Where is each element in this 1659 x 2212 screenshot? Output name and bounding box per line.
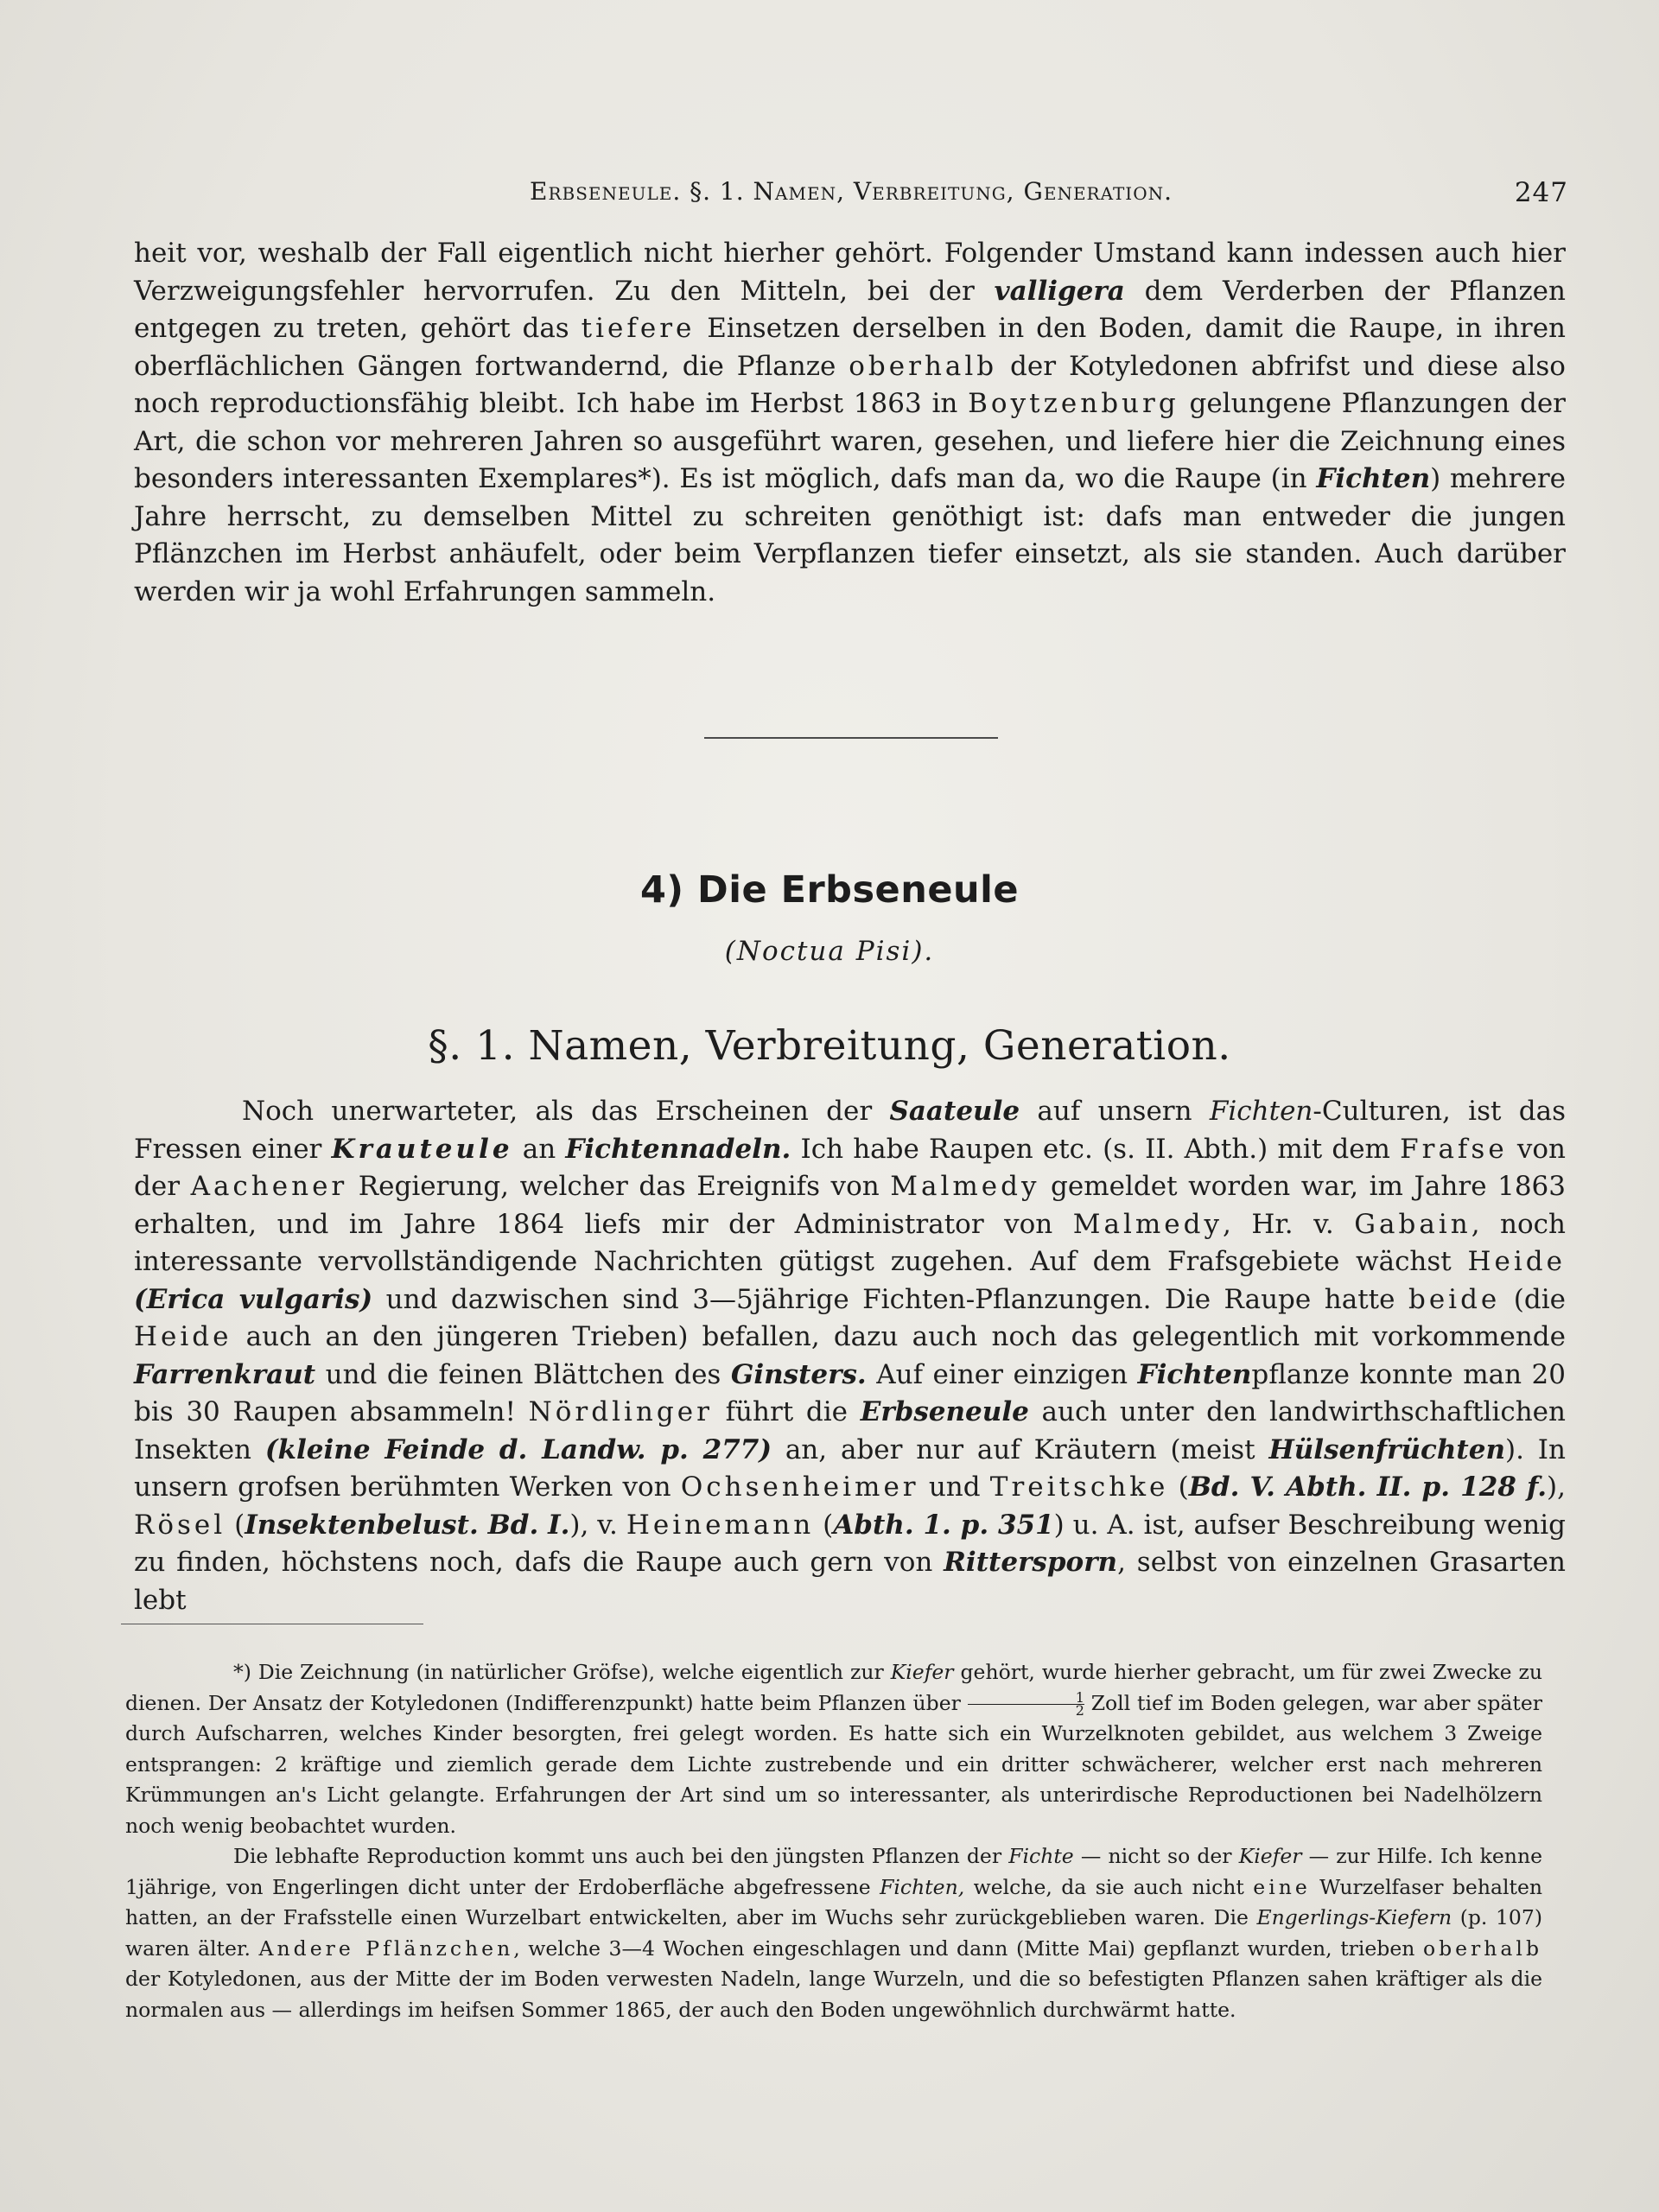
footnote-text: Die lebhafte Reproduction kommt uns auch bei den jüngsten Pflanzen der Fichte — nicht so der Kiefer — zur Hilfe. Ich kenne 1jährige, von Engerlingen dicht unter der Erdoberfläche abgefressene Fichten, welche, da sie auch nicht eine Wurzelfaser behalten hatten, an der Frafsstelle einen Wurzelbart entwickelten, aber im Wuchs sehr zurückgeblieben waren. Die Engerlings-Kiefern (p. 107) waren älter. Andere Pflänzchen, welche 3—4 Wochen eingeschlagen und dann (Mitte Mai) gepflanzt wurden, trieben oberhalb der Kotyledonen, aus der Mitte der im Boden verwesten Nadeln, lange Wurzeln, und die so befestigten Pflanzen sahen kräftiger als die normalen aus — allerdings im heifsen Sommer 1865, der auch den Boden ungewöhnlich durchwärmt hatte. xyxy=(125,1844,1542,2022)
page-number: 247 xyxy=(1514,177,1568,208)
fraction-half: $\frac{1}{2}$ xyxy=(968,1692,1084,1717)
chapter-subtitle: (Noctua Pisi). xyxy=(724,936,935,967)
chapter-title: 4) Die Erbseneule xyxy=(639,868,1020,912)
continued-paragraph xyxy=(134,235,1566,611)
page-header xyxy=(134,177,1568,220)
paragraph-text: Noch unerwarteter, als das Erscheinen der Saateule auf unsern Fichten-Culturen, ist das Fressen einer Krauteule an Fichtennadeln. Ich habe Raupen etc. (s. II. Abth.) mit dem Frafse von der Aachener Regierung, welcher das Ereignifs von Malmedy gemeldet worden war, im Jahre 1863 erhalten, und im Jahre 1864 liefs mir der Administrator von Malmedy, Hr. v. Gabain, noch interessante vervollständigende Nachrichten gütigst zugehen. Auf dem Frafsgebiete wächst Heide (Erica vulgaris) und dazwischen sind 3—5jährige Fichten-Pflanzungen. Die Raupe hatte beide (die Heide auch an den jüngeren Trieben) befallen, dazu auch noch das gelegentlich mit vorkommende Farrenkraut und die feinen Blättchen des Ginsters. Auf einer einzigen Fichtenpflanze konnte man 20 bis 30 Raupen absammeln! Nördlinger führt die Erbseneule auch unter den landwirthschaftlichen Insekten (kleine Feinde d. Landw. p. 277) an, aber nur auf Kräutern (meist Hülsenfrüchten). In unsern grofsen berühmten Werken von Ochsenheimer und Treitschke (Bd. V. Abth. II. p. 128 f.), Rösel (Insektenbelust. Bd. I.), v. Heinemann (Abth. 1. p. 351) u. A. ist, aufser Beschreibung wenig zu finden, höchstens noch, dafs die Raupe auch gern von Rittersporn, selbst von einzelnen Grasarten lebt xyxy=(134,1096,1567,1616)
paragraph-text: heit vor, weshalb der Fall eigentlich nicht hierher gehört. Folgender Umstand kann indessen auch hier Verzweigungsfehler hervorrufen. Zu den Mitteln, bei der valligera dem Verderben der Pflanzen entgegen zu treten, gehört das tiefere Einsetzen derselben in den Boden, damit die Raupe, in ihren oberflächlichen Gängen fortwandernd, die Pflanze oberhalb der Kotyledonen abfrifst und diese also noch reproductionsfähig bleibt. Ich habe im Herbst 1863 in Boytzenburg gelungene Pflanzungen der Art, die schon vor mehreren Jahren so ausgeführt waren, gesehen, und liefere hier die Zeichnung eines besonders interessanten Exemplares*). Es ist möglich, dafs man da, wo die Raupe (in Fichten) mehrere Jahre herrscht, zu demselben Mittel zu schreiten genöthigt ist: dafs man entweder die jungen Pflänzchen im Herbst anhäufelt, oder beim Verpflanzen tiefer einsetzt, als sie standen. Auch darüber werden wir ja wohl Erfahrungen sammeln. xyxy=(134,238,1566,607)
footnotes xyxy=(125,1657,1542,2025)
footnote-text: *) Die Zeichnung (in natürlicher Gröfse), welche eigentlich zur Kiefer gehört, wurde hierher gebracht, um für zwei Zwecke zu dienen. Der Ansatz der Kotyledonen (Indifferenzpunkt) hatte beim Pflanzen über $\frac{1}{2}$ Zoll tief im Boden gelegen, war aber später durch Aufscharren, welches Kinder besorgten, frei gelegt worden. Es hatte sich ein Wurzelknoten gebildet, aus welchem 3 Zweige entsprangen: 2 kräftige und ziemlich gerade dem Lichte zustrebende und ein dritter schwächerer, welcher erst nach mehreren Krümmungen an's Licht gelangte. Erfahrungen der Art sind um so interessanter, als unterirdische Reproductionen bei Nadelhölzern noch wenig beobachtet wurden. xyxy=(125,1660,1543,1838)
main-paragraph xyxy=(134,1093,1566,1619)
section-divider xyxy=(704,737,998,739)
section-title: §. 1. Namen, Verbreitung, Generation. xyxy=(428,1022,1231,1070)
running-title: Erbseneule. §. 1. Namen, Verbreitung, Generation. xyxy=(530,177,1173,206)
